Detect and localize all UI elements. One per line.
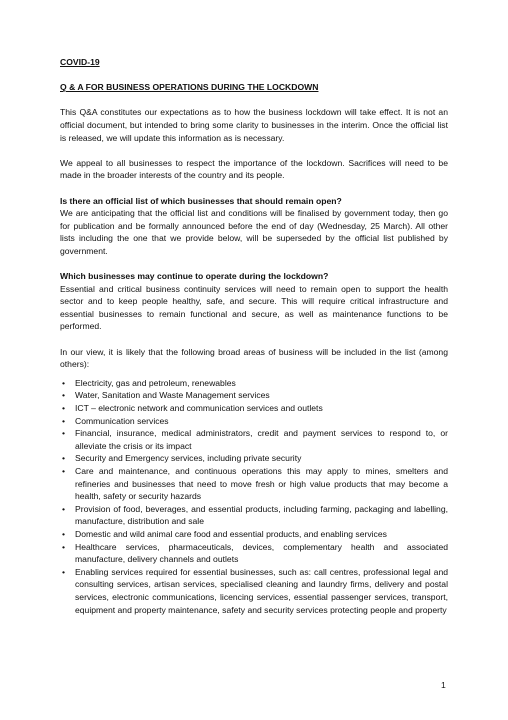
page-number: 1 <box>441 680 446 690</box>
bullet-icon: • <box>62 466 66 476</box>
list-item: • Provision of food, beverages, and essential products, including farming, packaging and labelling, manufacture, distribution and sale <box>62 503 448 527</box>
list-item: • Healthcare services, pharmaceuticals, devices, complementary health and associated manufacture, delivery channels and outlets <box>62 541 448 565</box>
question-2: Which businesses may continue to operate during the lockdown? <box>60 271 329 282</box>
list-intro: In our view, it is likely that the following broad areas of business will be included in the list (among others): <box>60 346 448 370</box>
bullet-icon: • <box>62 428 66 439</box>
list-item: • Security and Emergency services, including private security <box>62 453 302 464</box>
bullet-icon: • <box>62 503 66 514</box>
bullet-icon: • <box>62 390 66 401</box>
answer-1: We are anticipating that the official list and conditions will be finalised by government today, then go for publication and be formally announced before the end of day (Wednesday, 25 March). All other lists including the one that we provide below, will be superseded by the official list published by government. <box>60 208 448 256</box>
bullet-icon: • <box>62 415 66 426</box>
intro-paragraph-2: We appeal to all businesses to respect the importance of the lockdown. Sacrifices will need to be made in the broader interests of the country and its people. <box>60 157 448 181</box>
answer-2: Essential and critical business continuity services will need to remain open to support the health sector and to keep people healthy, safe, and secure. This will require critical infrastructure and essential businesses to remain functional and secure, as well as maintenance functions to be performed. <box>60 283 448 332</box>
doc-title: COVID-19 <box>60 57 100 67</box>
bullet-icon: • <box>62 541 66 552</box>
list-item: • Enabling services required for essential businesses, such as: call centres, professional legal and consulting services, artisan services, specialised cleaning and laundry firms, delivery and postal services, electronic communications, licencing services, essential passenger services, transport, equipment and property maintenance, safety and security services protecting people and property <box>62 566 448 615</box>
list-item: • Domestic and wild animal care food and essential products, and enabling services <box>62 528 387 539</box>
bullet-icon: • <box>62 403 66 414</box>
question-1: Is there an official list of which businesses that should remain open? <box>60 195 342 206</box>
bullet-icon: • <box>62 453 66 464</box>
doc-subtitle: Q & A FOR BUSINESS OPERATIONS DURING THE LOCKDOWN <box>60 82 319 93</box>
list-item: • Electricity, gas and petroleum, renewables <box>62 377 236 388</box>
intro-paragraph-1: This Q&A constitutes our expectations as to how the business lockdown will take effect. It is not an official document, but intended to bring some clarity to businesses in the interim. Once the official list is released, we will update this information as is necessary. <box>60 107 448 143</box>
bullet-icon: • <box>62 566 66 577</box>
business-list <box>60 377 448 616</box>
document-body <box>60 56 448 616</box>
bullet-icon: • <box>62 528 66 539</box>
list-item: • Financial, insurance, medical administrators, credit and payment services to respond to, or alleviate the crisis or its impact <box>62 428 448 451</box>
bullet-icon: • <box>62 377 66 388</box>
list-item: • Care and maintenance, and continuous operations this may apply to mines, smelters and refineries and businesses that need to move fresh or high value products that may become a health, safety or security hazards <box>62 466 448 502</box>
list-item: • Water, Sanitation and Waste Management services <box>62 390 270 401</box>
list-item: • Communication services <box>62 415 169 426</box>
list-item: • ICT – electronic network and communication services and outlets <box>62 403 323 414</box>
